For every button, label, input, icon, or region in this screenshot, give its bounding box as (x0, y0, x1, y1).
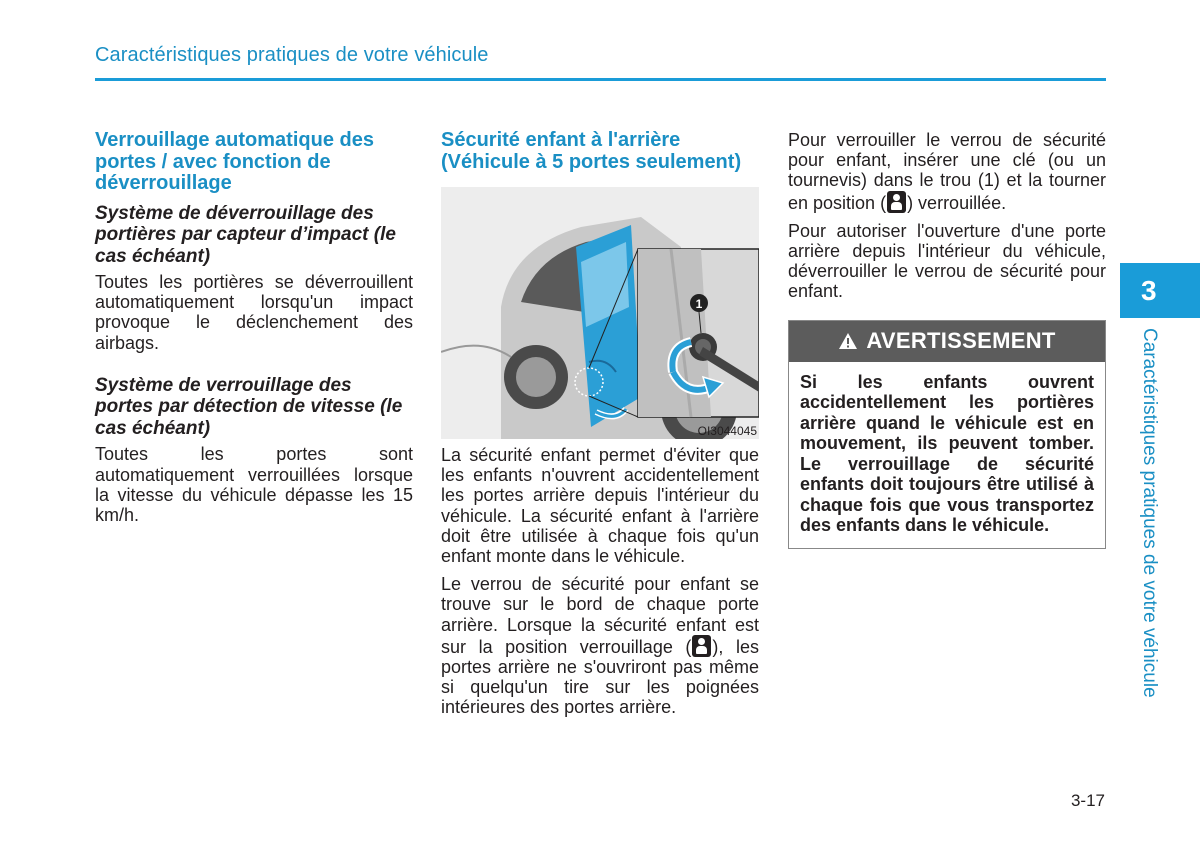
chapter-tab: 3 (1120, 263, 1200, 318)
warning-title: AVERTISSEMENT (866, 328, 1056, 354)
subheading-speed-sensing: Système de verrouillage des portes par détection de vitesse (le cas échéant) (95, 374, 403, 439)
header-divider (95, 78, 1106, 81)
paragraph-unlock-instructions: Pour autoriser l'ouverture d'une porte arrière depuis l'intérieur du véhicule, déverrouiller le verrou de sécurité pour enfant. (788, 220, 1106, 302)
paragraph-speed-sensing: Toutes les portes sont automatiquement verrouillées lorsque la vitesse du véhicule dépasse les 15 km/h. (95, 444, 413, 525)
paragraph-lock-instructions-end: ) verrouillée. (907, 192, 1007, 213)
warning-box (788, 320, 1106, 549)
subheading-impact-sensor: Système de déverrouillage des portières par capteur d’impact (le cas échéant) (95, 202, 396, 267)
paragraph-child-lock-location-end: ), les portes arrière ne s'ouvriront pas même si quelqu'un tire sur les poignées intérieures des portes arrière. (441, 636, 759, 718)
child-lock-icon (692, 635, 711, 657)
section-heading-auto-lock: Verrouillage automatique des portes / avec fonction de déverrouillage (95, 129, 374, 194)
page-header-title: Caractéristiques pratiques de votre véhicule (95, 44, 489, 66)
warning-text: Si les enfants ouvrent accidentellement les portières arrière quand le véhicule est en mouvement, ils peuvent tomber. Le verrouillage de sécurité enfants doit toujours être utilisé à chaque fois que vous transportez des enfants dans le véhicule. (800, 371, 1094, 536)
warning-triangle-icon (838, 332, 858, 350)
column-2 (441, 130, 759, 718)
child-lock-icon (887, 191, 906, 213)
page-number: 3-17 (1070, 791, 1105, 810)
paragraph-impact-sensor: Toutes les portières se déverrouillent automatiquement lorsqu'un impact provoque le déclenchement des airbags. (95, 272, 413, 353)
section-heading-child-lock: Sécurité enfant à l'arrière (Véhicule à 5 portes seulement) (441, 129, 742, 173)
paragraph-child-lock-location-start: Le verrou de sécurité pour enfant se trouve sur le bord de chaque porte arrière. Lorsque la sécurité enfant est sur la position verrouillage ( (441, 574, 759, 657)
column-1 (95, 130, 413, 525)
paragraph-child-lock-location (441, 574, 759, 717)
chapter-side-label: Caractéristiques pratiques de votre véhicule (1139, 328, 1160, 698)
paragraph-lock-instructions (788, 130, 1106, 213)
column-3 (788, 130, 1106, 549)
figure-code: OI3044045 (697, 424, 757, 438)
paragraph-child-lock-purpose: La sécurité enfant permet d'éviter que les enfants n'ouvrent accidentellement les portes arrière depuis l'intérieur du véhicule. La sécurité enfant à l'arrière doit être utilisée à chaque fois qu'un enfant monte dans le véhicule. (441, 445, 759, 567)
child-lock-door-illustration-icon (441, 187, 759, 439)
figure-callout-1: 1 (695, 297, 703, 311)
paragraph-lock-instructions-start: Pour verrouiller le verrou de sécurité pour enfant, insérer une clé (ou un tournevis) dans le trou (1) et la tourner en position ( (788, 130, 1106, 213)
warning-header (789, 321, 1105, 362)
child-lock-illustration (441, 187, 759, 439)
